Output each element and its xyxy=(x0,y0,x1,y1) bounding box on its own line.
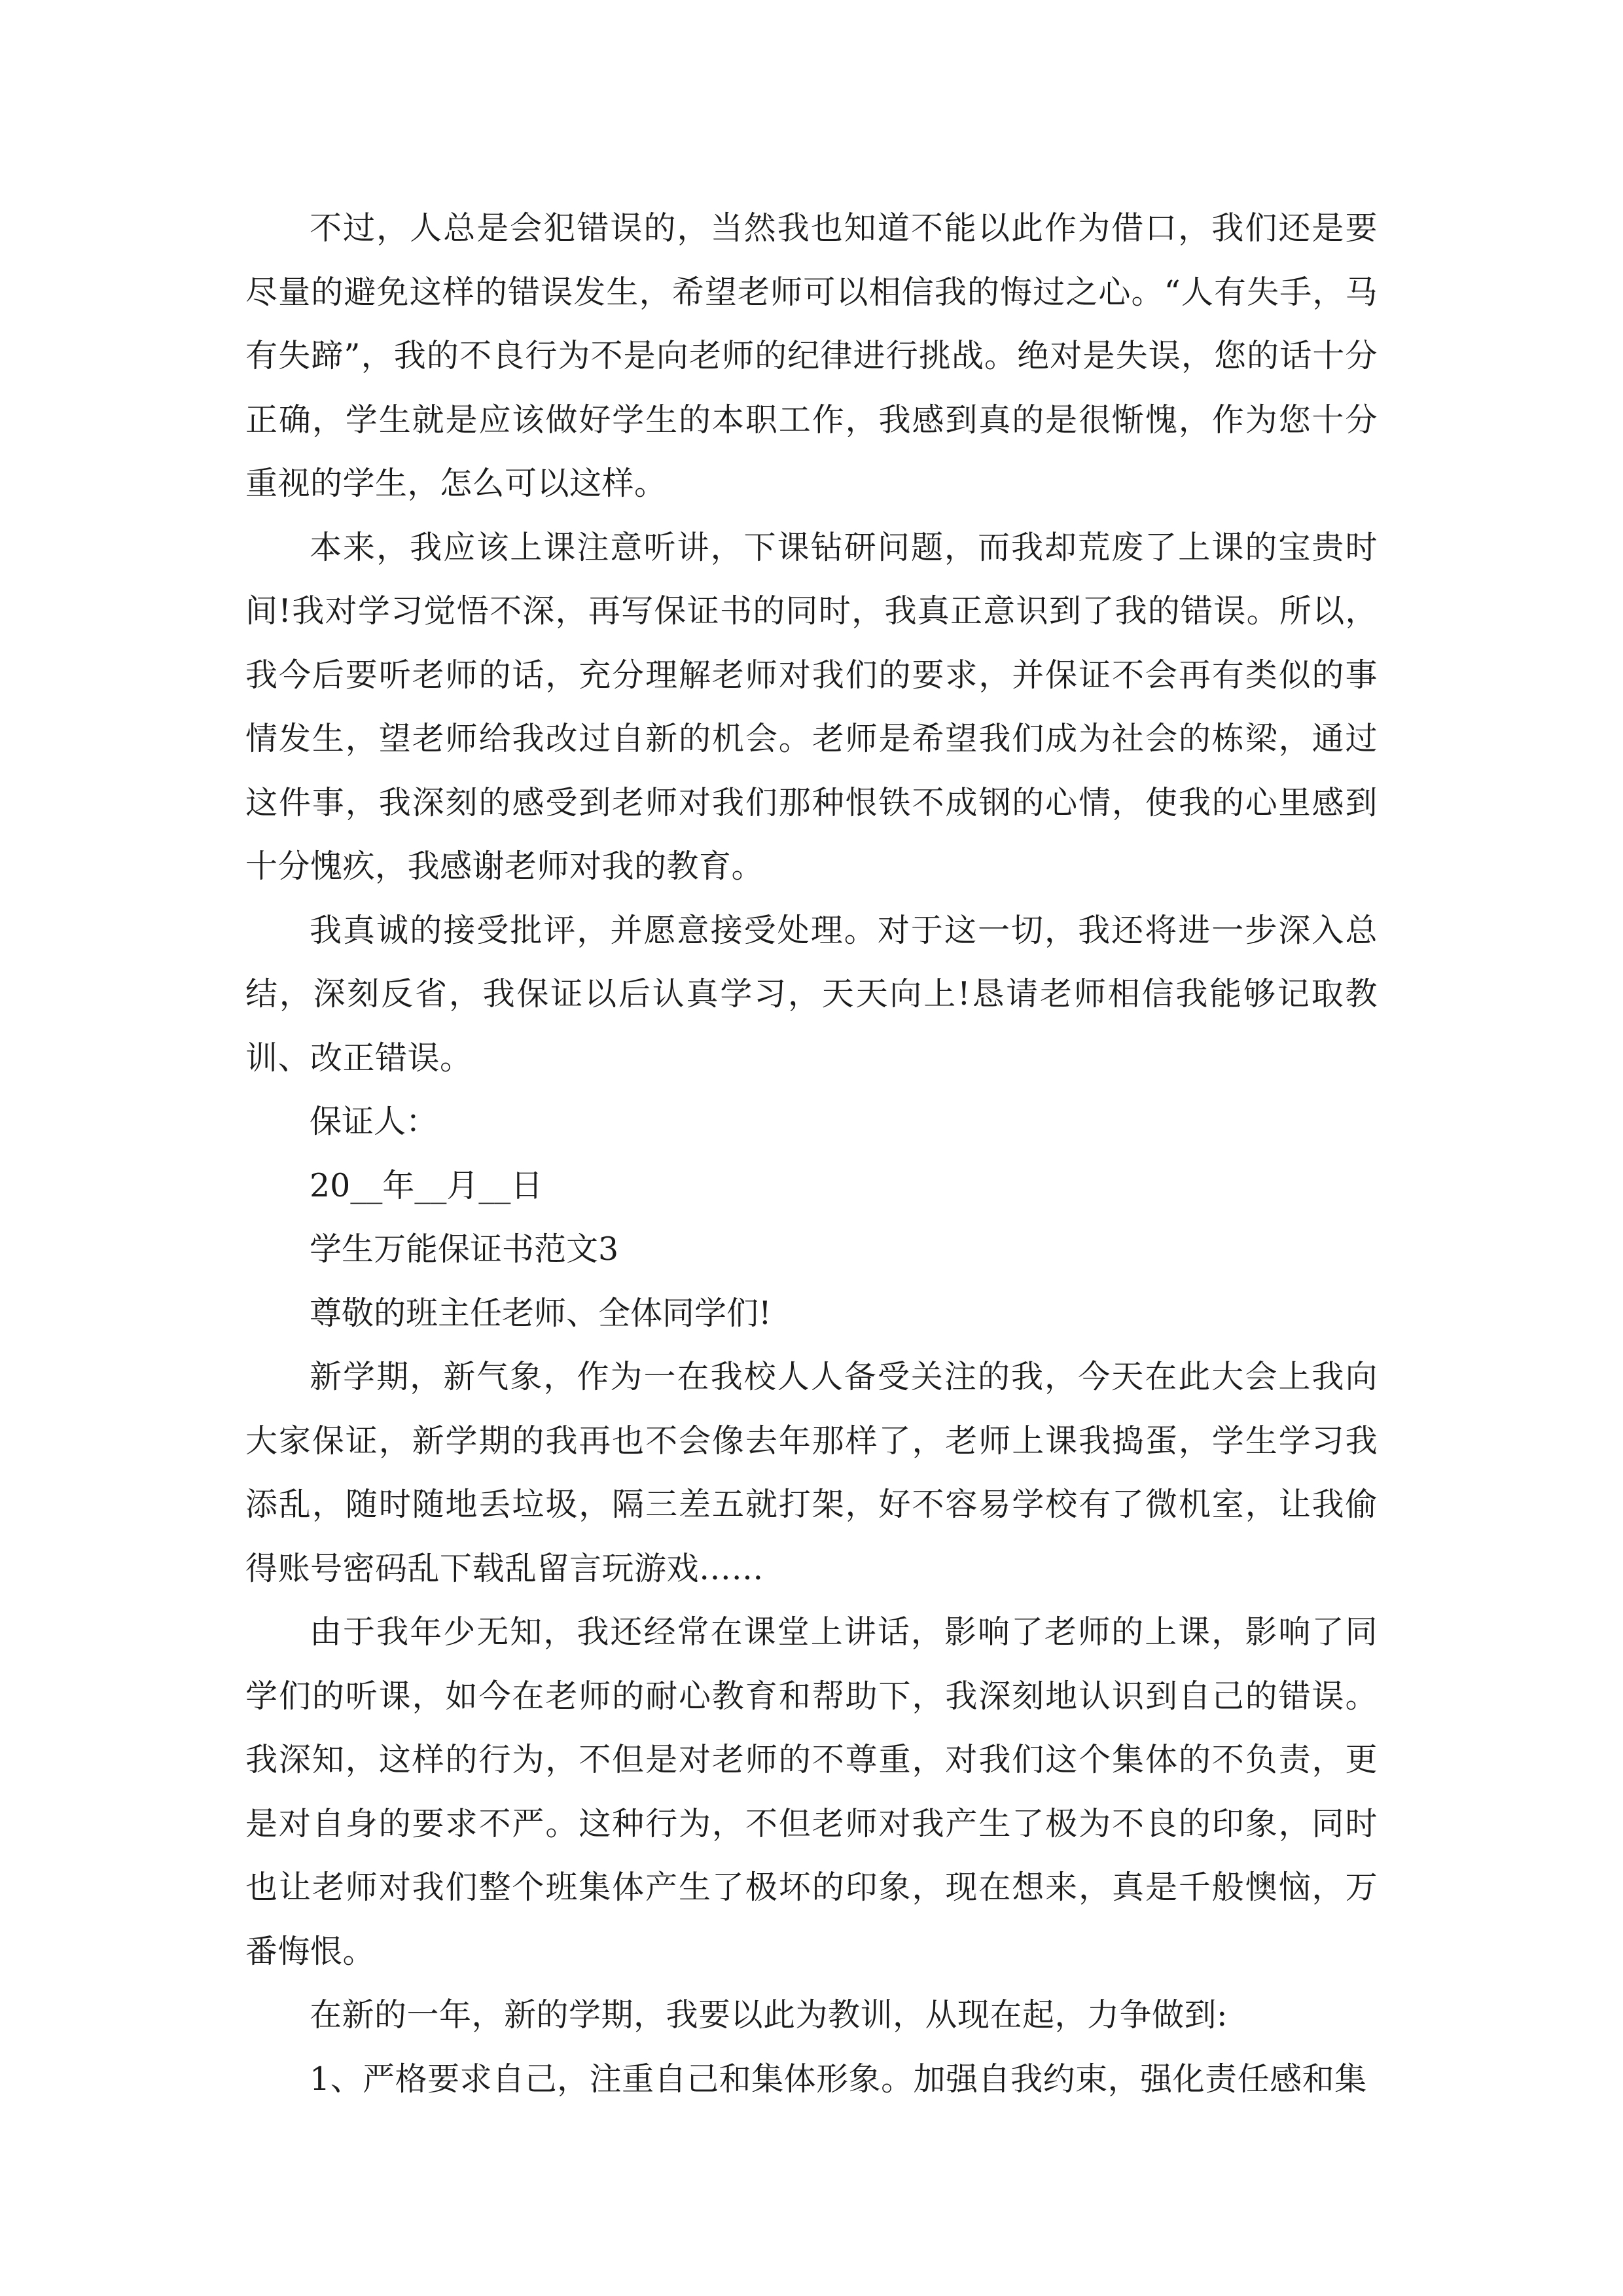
document-body xyxy=(245,196,1378,2111)
paragraph-item-1: 1、严格要求自己，注重自己和集体形象。加强自我约束，强化责任感和集 xyxy=(310,2060,1367,2098)
paragraph-resolution: 在新的一年，新的学期，我要以此为教训，从现在起，力争做到: xyxy=(310,1996,1228,2034)
paragraph-acceptance: 我真诚的接受批评，并愿意接受处理。对于这一切，我还将进一步深入总结，深刻反省，我保证以后认真学习，天天向上!恳请老师相信我能够记取教训、改正错误。 xyxy=(245,911,1378,1077)
signature-label: 保证人： xyxy=(310,1103,438,1140)
paragraph-apology: 不过，人总是会犯错误的，当然我也知道不能以此作为借口，我们还是要尽量的避免这样的错误发生，希望老师可以相信我的悔过之心。“人有失手，马有失蹄”，我的不良行为不是向老师的纪律进行挑战。绝对是失误，您的话十分正确，学生就是应该做好学生的本职工作，我感到真的是很惭愧，作为您十分重视的学生，怎么可以这样。 xyxy=(245,209,1378,502)
paragraph-new-term: 新学期，新气象，作为一在我校人人备受关注的我，今天在此大会上我向大家保证，新学期的我再也不会像去年那样了，老师上课我捣蛋，学生学习我添乱，随时随地丢垃圾，隔三差五就打架，好不容易学校有了微机室，让我偷得账号密码乱下载乱留言玩游戏…… xyxy=(245,1358,1378,1587)
date-line: 20__年__月__日 xyxy=(310,1166,543,1204)
paragraph-reflection: 本来，我应该上课注意听讲，下课钻研问题，而我却荒废了上课的宝贵时间!我对学习觉悟不深，再写保证书的同时，我真正意识到了我的错误。所以，我今后要听老师的话，充分理解老师对我们的要求，并保证不会再有类似的事情发生，望老师给我改过自新的机会。老师是希望我们成为社会的栋梁，通过这件事，我深刻的感受到老师对我们那种恨铁不成钢的心情，使我的心里感到十分愧疚，我感谢老师对我的教育。 xyxy=(245,528,1378,885)
section-title: 学生万能保证书范文3 xyxy=(310,1230,619,1268)
salutation: 尊敬的班主任老师、全体同学们! xyxy=(310,1294,772,1332)
paragraph-self-criticism: 由于我年少无知，我还经常在课堂上讲话，影响了老师的上课，影响了同学们的听课，如今在老师的耐心教育和帮助下，我深刻地认识到自己的错误。我深知，这样的行为，不但是对老师的不尊重，对我们这个集体的不负责，更是对自身的要求不严。这种行为，不但老师对我产生了极为不良的印象，同时也让老师对我们整个班集体产生了极坏的印象，现在想来，真是千般懊恼，万番悔恨。 xyxy=(245,1613,1378,1970)
